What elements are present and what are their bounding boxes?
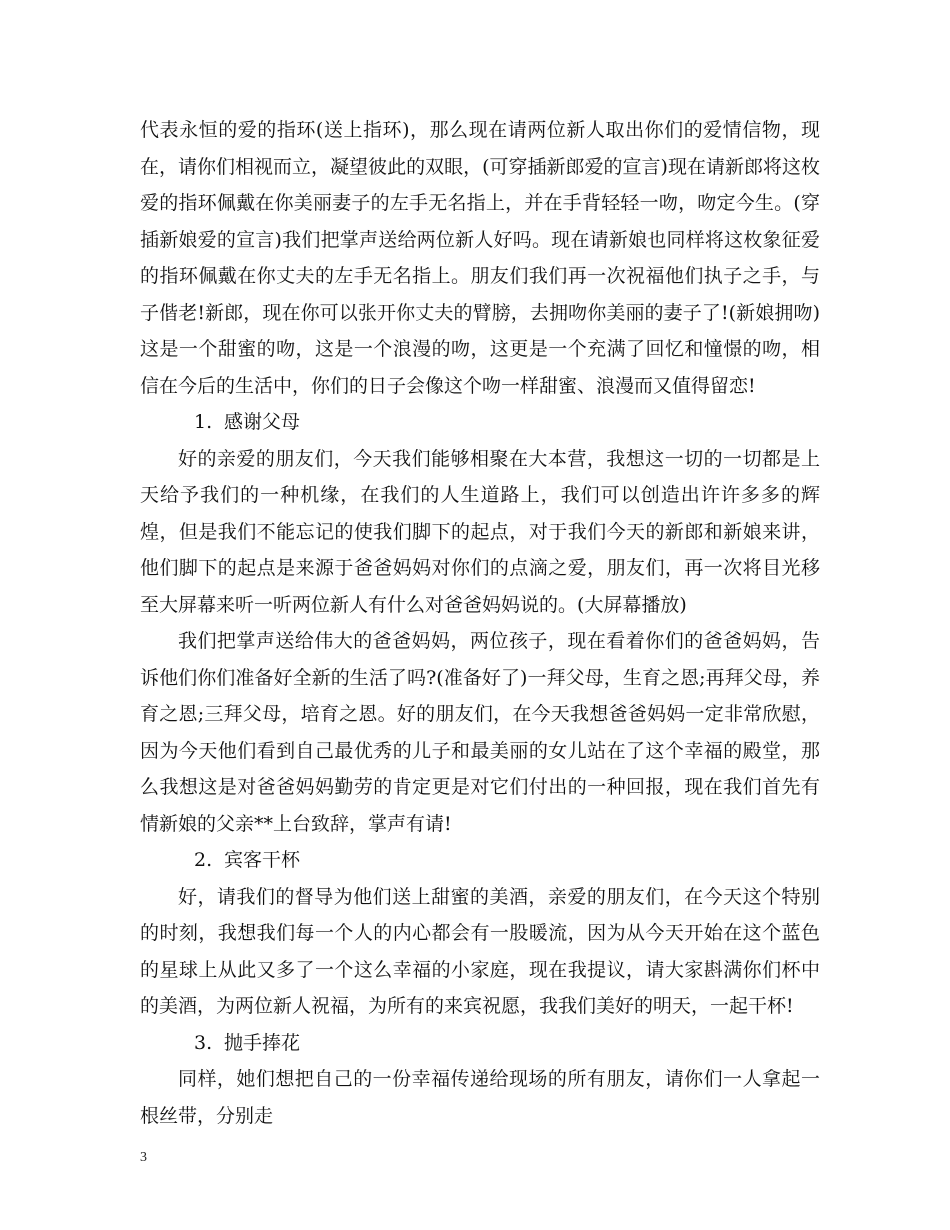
section-number: 1.	[194, 411, 213, 433]
section-title: 感谢父母	[224, 411, 301, 433]
section-title: 宾客干杯	[224, 849, 301, 871]
section-title: 抛手捧花	[224, 1031, 301, 1054]
section-number: 2.	[194, 849, 213, 871]
section-number: 3.	[194, 1031, 213, 1054]
section-heading-guest-toast	[140, 842, 820, 879]
paragraph-thank-parents-intro: 好的亲爱的朋友们，今天我们能够相聚在大本营，我想这一切的一切都是上天给予我们的一种机缘，在我们的人生道路上，我们可以创造出许许多多的辉煌，但是我们不能忘记的使我们脚下的起点，对于我们今天的新郎和新娘来讲，他们脚下的起点是来源于爸爸妈妈对你们的点滴之爱，朋友们，再一次将目光移至大屏幕来听一听两位新人有什么对爸爸妈妈说的。(大屏幕播放)	[140, 447, 820, 616]
document-body	[140, 112, 820, 1134]
section-heading-bouquet-toss	[140, 1025, 820, 1062]
section-heading-thank-parents	[140, 404, 820, 441]
paragraph-ring-exchange: 代表永恒的爱的指环(送上指环)，那么现在请两位新人取出你们的爱情信物，现在，请你们相视而立，凝望彼此的双眼，(可穿插新郎爱的宣言)现在请新郎将这枚爱的指环佩戴在你美丽妻子的左手无名指上，并在手背轻轻一吻，吻定今生。(穿插新娘爱的宣言)我们把掌声送给两位新人好吗。现在请新娘也同样将这枚象征爱的指环佩戴在你丈夫的左手无名指上。朋友们我们再一次祝福他们执子之手，与子偕老!新郎，现在你可以张开你丈夫的臂膀，去拥吻你美丽的妻子了!(新娘拥吻)这是一个甜蜜的吻，这是一个浪漫的吻，这更是一个充满了回忆和憧憬的吻，相信在今后的生活中，你们的日子会像这个吻一样甜蜜、浪漫而又值得留恋!	[140, 119, 820, 397]
paragraph-bouquet-toss: 同样，她们想把自己的一份幸福传递给现场的所有朋友，请你们一人拿起一根丝带，分别走	[140, 1068, 820, 1127]
page-number: 3	[140, 1150, 147, 1165]
paragraph-thank-parents-ceremony: 我们把掌声送给伟大的爸爸妈妈，两位孩子，现在看着你们的爸爸妈妈，告诉他们你们准备好全新的生活了吗?(准备好了)一拜父母，生育之恩;再拜父母，养育之恩;三拜父母，培育之恩。好的朋友们，在今天我想爸爸妈妈一定非常欣慰，因为今天他们看到自己最优秀的儿子和最美丽的女儿站在了这个幸福的殿堂，那么我想这是对爸爸妈妈勤劳的肯定更是对它们付出的一种回报，现在我们首先有情新娘的父亲**上台致辞，掌声有请!	[140, 630, 820, 835]
paragraph-guest-toast: 好，请我们的督导为他们送上甜蜜的美酒，亲爱的朋友们，在今天这个特别的时刻，我想我们每一个人的内心都会有一股暖流，因为从今天开始在这个蓝色的星球上从此又多了一个这么幸福的小家庭，现在我提议，请大家斟满你们杯中的美酒，为两位新人祝福，为所有的来宾祝愿，我我们美好的明天，一起干杯!	[140, 885, 820, 1017]
